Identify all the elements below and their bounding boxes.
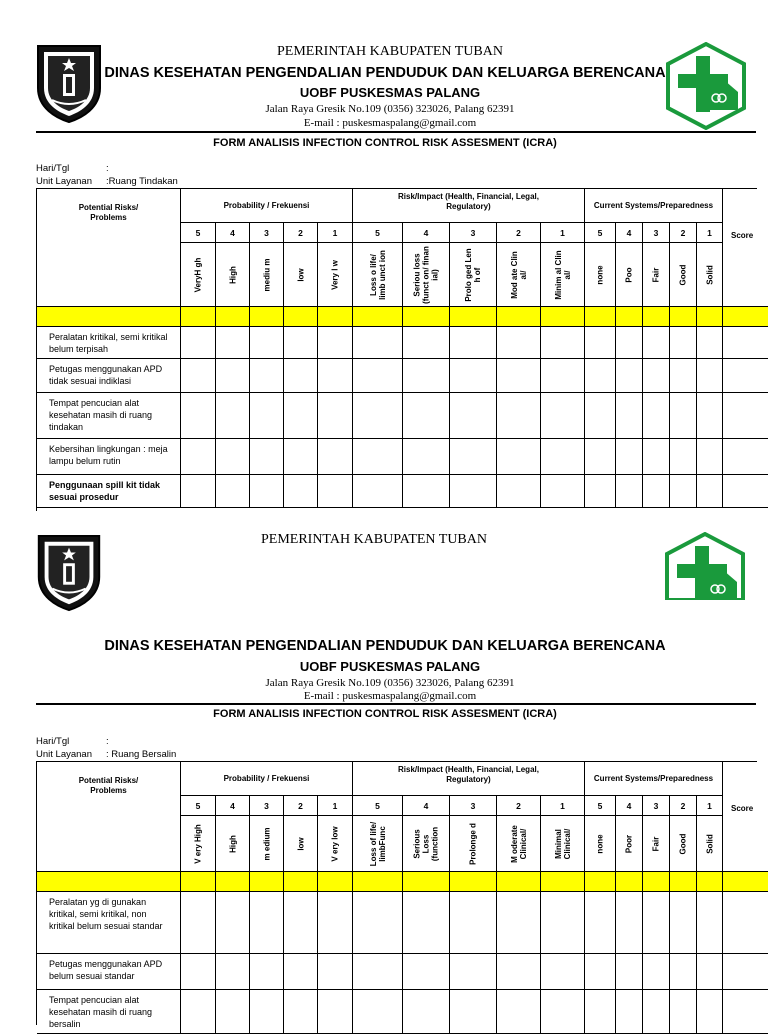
score-input-cell[interactable] [181,327,216,359]
header-divider [36,703,756,705]
level-label [450,816,497,872]
score-input-cell[interactable] [670,954,697,990]
score-input-cell[interactable] [450,954,497,990]
highlight-cell [318,307,353,327]
hari-label: Hari/Tgl [36,163,70,174]
highlight-cell [643,872,670,892]
level-number: 1 [318,796,353,816]
score-input-cell[interactable] [216,954,250,990]
level-label [250,816,284,872]
score-input-cell[interactable] [403,393,450,439]
level-label [353,816,403,872]
highlight-cell [284,307,318,327]
score-input-cell[interactable] [541,359,585,393]
level-label [697,816,723,872]
level-number: 2 [670,796,697,816]
level-number: 1 [541,223,585,243]
tuban-emblem-icon [36,44,102,124]
score-input-cell[interactable] [403,475,450,508]
level-label-text: Fair [651,836,661,851]
level-label-text: Prolo ged Len h of [464,247,482,302]
score-input-cell[interactable] [450,990,497,1034]
score-input-cell[interactable] [450,439,497,475]
level-label-text: Serious Loss (function [412,826,440,861]
score-input-cell[interactable] [643,892,670,954]
score-input-cell[interactable] [318,990,353,1034]
highlight-cell [250,307,284,327]
level-label-text: Prolonge d [468,822,478,865]
unit-value: : Ruang Bersalin [106,749,177,760]
level-label-text: Minim al Clin al/ [553,249,572,300]
level-label-text: none [595,264,605,285]
header-address: Jalan Raya Gresik No.109 (0356) 323026, Palang 62391 [265,677,515,689]
highlight-cell [250,872,284,892]
score-input-cell[interactable] [616,475,643,508]
highlight-cell [450,307,497,327]
tuban-emblem-icon [36,534,102,612]
level-number: 2 [284,796,318,816]
score-input-cell[interactable] [616,439,643,475]
score-input-cell[interactable] [216,990,250,1034]
score-column-header: Score [723,189,768,307]
score-input-cell[interactable] [697,892,723,954]
highlight-cell [37,307,181,327]
highlight-cell [670,307,697,327]
score-input-cell[interactable] [497,393,541,439]
score-input-cell[interactable] [216,439,250,475]
score-input-cell[interactable] [284,439,318,475]
hari-value: : [106,736,109,747]
highlight-cell [181,307,216,327]
highlight-cell [353,307,403,327]
score-input-cell[interactable] [697,359,723,393]
level-label [450,243,497,307]
score-input-cell[interactable] [181,359,216,393]
score-input-cell[interactable] [250,475,284,508]
header-unit: UOBF PUSKESMAS PALANG [299,85,481,100]
score-input-cell[interactable] [497,327,541,359]
form-title: FORM ANALISIS INFECTION CONTROL RISK ASSESMENT (ICRA) [213,708,557,720]
highlight-cell [497,872,541,892]
risk-row-label: Penggunaan spill kit tidak sesuai prosedur [37,475,181,508]
risk-row-label: Tempat pencucian alat kesehatan masih di ruang bersalin [37,990,181,1034]
icra-table [36,188,757,511]
score-input-cell[interactable] [181,393,216,439]
level-number: 3 [450,223,497,243]
level-label [541,816,585,872]
level-label-text: low [296,267,305,282]
level-label [181,816,216,872]
score-cell[interactable] [723,475,768,508]
score-input-cell[interactable] [497,892,541,954]
level-label [403,243,450,307]
level-number: 4 [403,796,450,816]
highlight-cell [670,872,697,892]
highlight-cell [697,307,723,327]
probability-group-header: Probability / Frekuensi [181,189,353,223]
score-input-cell[interactable] [216,475,250,508]
header-dept: DINAS KESEHATAN PENGENDALIAN PENDUDUK DAN KELUARGA BERENCANA [104,65,666,81]
level-label [497,816,541,872]
level-label [616,816,643,872]
score-input-cell[interactable] [497,990,541,1034]
score-input-cell[interactable] [541,439,585,475]
highlight-cell [450,872,497,892]
level-label-text: Mod ate Clin al/ [509,250,528,299]
score-input-cell[interactable] [353,892,403,954]
score-input-cell[interactable] [318,954,353,990]
score-input-cell[interactable] [353,439,403,475]
score-input-cell[interactable] [616,954,643,990]
header-dept: DINAS KESEHATAN PENGENDALIAN PENDUDUK DAN KELUARGA BERENCANA [104,638,666,654]
score-input-cell[interactable] [670,327,697,359]
risks-column-header: Potential Risks/ Problems [37,189,181,307]
header-email: E-mail : puskesmaspalang@gmail.com [303,117,477,129]
score-input-cell[interactable] [616,393,643,439]
score-input-cell[interactable] [585,990,616,1034]
score-cell[interactable] [723,439,768,475]
level-number: 2 [284,223,318,243]
level-number: 1 [697,223,723,243]
score-input-cell[interactable] [353,954,403,990]
score-input-cell[interactable] [250,327,284,359]
unit-value: :Ruang Tindakan [106,176,178,187]
level-label-text: Good [678,264,688,285]
level-label [353,243,403,307]
score-input-cell[interactable] [541,475,585,508]
risk-row-label: Petugas menggunakan APD tidak sesuai indiklasi [37,359,181,393]
level-number: 2 [670,223,697,243]
score-input-cell[interactable] [284,990,318,1034]
level-label [497,243,541,307]
level-number: 4 [403,223,450,243]
score-input-cell[interactable] [497,475,541,508]
score-input-cell[interactable] [697,393,723,439]
risk-row-label: Tempat pencucian alat kesehatan masih di ruang tindakan [37,393,181,439]
highlight-cell [541,307,585,327]
level-label [643,243,670,307]
score-input-cell[interactable] [284,892,318,954]
highlight-cell [216,872,250,892]
score-input-cell[interactable] [450,359,497,393]
level-label [284,243,318,307]
score-input-cell[interactable] [403,327,450,359]
level-label-text: Loss of life/ limbFunc [368,821,387,866]
level-label-text: M oderate Clinical/ [509,824,528,863]
score-input-cell[interactable] [450,892,497,954]
score-input-cell[interactable] [616,892,643,954]
score-input-cell[interactable] [284,393,318,439]
highlight-cell [403,307,450,327]
header-gov: PEMERINTAH KABUPATEN TUBAN [276,44,503,59]
unit-label: Unit Layanan [36,749,92,760]
highlight-cell [181,872,216,892]
unit-label: Unit Layanan [36,176,92,187]
level-label-text: low [296,836,305,851]
score-input-cell[interactable] [450,475,497,508]
level-label [403,816,450,872]
level-label-text: Good [678,833,688,854]
score-input-cell[interactable] [250,393,284,439]
level-label [250,243,284,307]
highlight-cell [284,872,318,892]
score-input-cell[interactable] [670,475,697,508]
highlight-cell [585,872,616,892]
puskesmas-logo-icon [664,532,746,600]
level-label-text: Fair [651,267,661,282]
score-input-cell[interactable] [250,954,284,990]
level-label-text: m edium [262,827,271,860]
score-input-cell[interactable] [497,359,541,393]
risk-row-label: Petugas menggunakan APD belum sesuai standar [37,954,181,990]
header-address: Jalan Raya Gresik No.109 (0356) 323026, Palang 62391 [265,103,515,115]
score-input-cell[interactable] [541,327,585,359]
highlight-cell [697,872,723,892]
score-input-cell[interactable] [697,439,723,475]
score-input-cell[interactable] [318,393,353,439]
level-label-text: Very l w [330,259,340,290]
score-cell[interactable] [723,954,768,990]
score-input-cell[interactable] [284,359,318,393]
highlight-cell [37,872,181,892]
score-input-cell[interactable] [353,327,403,359]
risk-row-label: Peralatan yg di gunakan kritikal, semi kritikal, non kritikal belum sesuai standar [37,892,181,954]
score-input-cell[interactable] [643,393,670,439]
score-input-cell[interactable] [403,359,450,393]
score-input-cell[interactable] [616,359,643,393]
score-input-cell[interactable] [616,327,643,359]
score-input-cell[interactable] [643,327,670,359]
level-label [318,816,353,872]
level-label [216,243,250,307]
score-input-cell[interactable] [353,475,403,508]
score-input-cell[interactable] [353,393,403,439]
puskesmas-logo-icon [666,42,746,130]
score-cell[interactable] [723,327,768,359]
level-label [284,816,318,872]
score-input-cell[interactable] [403,954,450,990]
score-input-cell[interactable] [643,475,670,508]
level-label-text: mediu m [262,258,271,291]
score-input-cell[interactable] [284,475,318,508]
score-input-cell[interactable] [670,892,697,954]
level-label [181,243,216,307]
level-number: 4 [216,796,250,816]
highlight-cell [723,872,768,892]
level-label-text: High [228,834,237,853]
score-input-cell[interactable] [250,990,284,1034]
score-input-cell[interactable] [616,990,643,1034]
score-input-cell[interactable] [497,439,541,475]
level-label [670,243,697,307]
score-cell[interactable] [723,359,768,393]
level-label [216,816,250,872]
highlight-cell [216,307,250,327]
level-number: 3 [250,796,284,816]
score-input-cell[interactable] [216,892,250,954]
level-label [318,243,353,307]
highlight-cell [643,307,670,327]
hari-label: Hari/Tgl [36,736,70,747]
header-gov: PEMERINTAH KABUPATEN TUBAN [260,532,487,547]
score-input-cell[interactable] [450,327,497,359]
highlight-cell [497,307,541,327]
level-label [585,243,616,307]
score-input-cell[interactable] [585,327,616,359]
score-input-cell[interactable] [585,439,616,475]
form-title: FORM ANALISIS INFECTION CONTROL RISK ASSESMENT (ICRA) [213,137,557,149]
level-number: 5 [585,796,616,816]
score-input-cell[interactable] [670,393,697,439]
highlight-cell [723,307,768,327]
level-label-text: none [595,833,605,854]
score-input-cell[interactable] [181,475,216,508]
score-input-cell[interactable] [585,359,616,393]
score-cell[interactable] [723,990,768,1034]
level-number: 3 [250,223,284,243]
risk-impact-group-header: Risk/Impact (Health, Financial, Legal, Regulatory) [353,762,585,796]
score-input-cell[interactable] [497,954,541,990]
level-number: 1 [541,796,585,816]
level-label-text: High [228,265,237,284]
score-input-cell[interactable] [181,439,216,475]
risk-row-label: Kebersihan lingkungan : meja lampu belum rutin [37,439,181,475]
level-number: 2 [497,223,541,243]
score-input-cell[interactable] [585,475,616,508]
level-label-text: Poo [624,266,634,283]
score-input-cell[interactable] [643,954,670,990]
level-number: 3 [643,223,670,243]
level-number: 4 [216,223,250,243]
score-input-cell[interactable] [181,892,216,954]
score-input-cell[interactable] [284,954,318,990]
highlight-cell [541,872,585,892]
level-label [616,243,643,307]
score-input-cell[interactable] [250,359,284,393]
highlight-cell [616,307,643,327]
risk-impact-group-header: Risk/Impact (Health, Financial, Legal, Regulatory) [353,189,585,223]
level-number: 2 [497,796,541,816]
level-number: 5 [353,796,403,816]
level-number: 1 [697,796,723,816]
score-input-cell[interactable] [403,892,450,954]
level-number: 4 [616,796,643,816]
score-input-cell[interactable] [541,990,585,1034]
score-input-cell[interactable] [216,359,250,393]
level-label-text: Poor [624,834,634,853]
score-input-cell[interactable] [541,393,585,439]
score-input-cell[interactable] [670,990,697,1034]
level-label-text: Loss o life/ limb unct ion [368,249,387,300]
level-number: 3 [643,796,670,816]
score-input-cell[interactable] [318,892,353,954]
score-input-cell[interactable] [403,990,450,1034]
level-number: 5 [353,223,403,243]
score-input-cell[interactable] [353,990,403,1034]
hari-value: : [106,163,109,174]
highlight-cell [585,307,616,327]
score-input-cell[interactable] [216,327,250,359]
score-column-header: Score [723,762,768,872]
level-number: 5 [585,223,616,243]
level-label [670,816,697,872]
score-input-cell[interactable] [216,393,250,439]
score-input-cell[interactable] [541,892,585,954]
score-input-cell[interactable] [670,439,697,475]
score-input-cell[interactable] [585,892,616,954]
score-input-cell[interactable] [450,393,497,439]
score-cell[interactable] [723,892,768,954]
level-number: 3 [450,796,497,816]
score-input-cell[interactable] [643,439,670,475]
score-cell[interactable] [723,393,768,439]
score-input-cell[interactable] [670,359,697,393]
systems-group-header: Current Systems/Preparedness [585,762,723,796]
score-input-cell[interactable] [403,439,450,475]
level-number: 4 [616,223,643,243]
score-input-cell[interactable] [250,439,284,475]
score-input-cell[interactable] [284,327,318,359]
score-input-cell[interactable] [643,359,670,393]
score-input-cell[interactable] [697,954,723,990]
level-label-text: VeryH gh [193,257,203,292]
score-input-cell[interactable] [643,990,670,1034]
icra-table [36,761,757,1029]
risk-row-label: Peralatan kritikal, semi kritikal belum terpisah [37,327,181,359]
highlight-cell [403,872,450,892]
level-label-text: Seriou loss (funct on/ finan ial) [412,245,440,304]
level-label-text: V ery low [330,825,340,862]
score-input-cell[interactable] [541,954,585,990]
level-label [585,816,616,872]
score-input-cell[interactable] [250,892,284,954]
level-label-text: Solid [705,833,714,854]
level-number: 5 [181,223,216,243]
highlight-cell [353,872,403,892]
score-input-cell[interactable] [181,990,216,1034]
header-divider [36,131,756,133]
score-input-cell[interactable] [318,439,353,475]
score-input-cell[interactable] [585,954,616,990]
score-input-cell[interactable] [697,990,723,1034]
probability-group-header: Probability / Frekuensi [181,762,353,796]
systems-group-header: Current Systems/Preparedness [585,189,723,223]
highlight-cell [616,872,643,892]
score-input-cell[interactable] [697,475,723,508]
risks-column-header: Potential Risks/ Problems [37,762,181,872]
score-input-cell[interactable] [697,327,723,359]
level-label-text: Minimal Clinical/ [553,828,572,859]
level-label-text: V ery High [193,823,203,864]
score-input-cell[interactable] [353,359,403,393]
header-email: E-mail : puskesmaspalang@gmail.com [303,690,477,702]
level-label [697,243,723,307]
highlight-cell [318,872,353,892]
score-input-cell[interactable] [318,327,353,359]
level-label [643,816,670,872]
level-number: 5 [181,796,216,816]
score-input-cell[interactable] [318,359,353,393]
score-input-cell[interactable] [181,954,216,990]
level-label-text: Solid [705,264,714,285]
level-label [541,243,585,307]
header-unit: UOBF PUSKESMAS PALANG [299,659,481,674]
score-input-cell[interactable] [318,475,353,508]
score-input-cell[interactable] [585,393,616,439]
level-number: 1 [318,223,353,243]
